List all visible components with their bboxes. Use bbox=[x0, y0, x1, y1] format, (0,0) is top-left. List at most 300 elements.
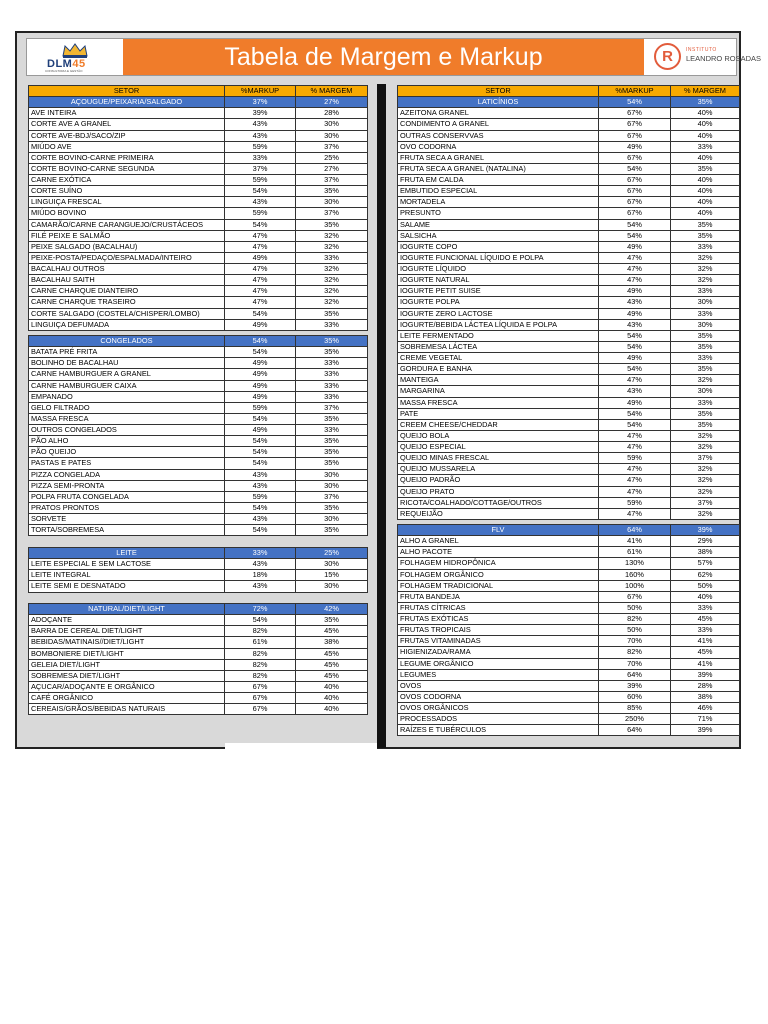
table-row bbox=[29, 525, 368, 536]
sector-header-row bbox=[29, 97, 368, 108]
item-name: IOGURTE POLPA bbox=[398, 297, 599, 308]
sector-name: LEITE bbox=[29, 548, 225, 559]
sector-markup: 54% bbox=[225, 336, 296, 347]
item-markup: 82% bbox=[599, 614, 671, 625]
item-margem: 45% bbox=[296, 626, 368, 637]
table-row bbox=[29, 704, 368, 715]
item-name: SORVETE bbox=[29, 514, 225, 525]
item-name: IOGURTE FUNCIONAL LÍQUIDO E POLPA bbox=[398, 252, 599, 263]
item-markup: 47% bbox=[599, 264, 671, 275]
item-margem: 38% bbox=[671, 547, 740, 558]
item-margem: 32% bbox=[296, 230, 368, 241]
sector-markup: 54% bbox=[599, 97, 671, 108]
item-name: EMPANADO bbox=[29, 391, 225, 402]
table-row bbox=[398, 186, 740, 197]
brand-tagline: CONSULTORIA E GESTÃO bbox=[45, 69, 83, 73]
item-markup: 37% bbox=[225, 163, 296, 174]
item-markup: 61% bbox=[225, 637, 296, 648]
item-margem: 35% bbox=[671, 230, 740, 241]
item-margem: 32% bbox=[296, 297, 368, 308]
item-name: MIÚDO AVE bbox=[29, 141, 225, 152]
sector-markup: 33% bbox=[225, 548, 296, 559]
item-markup: 67% bbox=[599, 108, 671, 119]
column-header-row bbox=[29, 86, 368, 97]
item-margem: 32% bbox=[671, 486, 740, 497]
table-row bbox=[29, 347, 368, 358]
table-row bbox=[29, 163, 368, 174]
item-name: BOMBONIERE DIET/LIGHT bbox=[29, 648, 225, 659]
table-row bbox=[398, 442, 740, 453]
table-row bbox=[29, 230, 368, 241]
item-markup: 67% bbox=[225, 693, 296, 704]
item-margem: 35% bbox=[296, 347, 368, 358]
item-name: IOGURTE PETIT SUISE bbox=[398, 286, 599, 297]
item-name: LEITE SEMI E DESNATADO bbox=[29, 581, 225, 592]
table-row bbox=[398, 397, 740, 408]
item-margem: 35% bbox=[296, 615, 368, 626]
item-name: FRUTAS EXÓTICAS bbox=[398, 614, 599, 625]
table-row bbox=[398, 208, 740, 219]
item-markup: 70% bbox=[599, 636, 671, 647]
item-markup: 67% bbox=[599, 208, 671, 219]
item-name: CARNE HAMBURGUER A GRANEL bbox=[29, 369, 225, 380]
item-margem: 30% bbox=[296, 514, 368, 525]
table-row bbox=[29, 130, 368, 141]
item-markup: 67% bbox=[599, 197, 671, 208]
table-row bbox=[398, 430, 740, 441]
table-row bbox=[398, 703, 740, 714]
item-margem: 30% bbox=[296, 581, 368, 592]
sector-name: AÇOUGUE/PEIXARIA/SALGADO bbox=[29, 97, 225, 108]
item-margem: 28% bbox=[671, 680, 740, 691]
setor-column-header: SETOR bbox=[29, 86, 225, 97]
table-row bbox=[29, 219, 368, 230]
item-name: AVE INTEIRA bbox=[29, 108, 225, 119]
table-row bbox=[398, 330, 740, 341]
item-name: OVOS CODORNA bbox=[398, 691, 599, 702]
item-name: RAÍZES E TUBÉRCULOS bbox=[398, 725, 599, 736]
setor-column-header: SETOR bbox=[398, 86, 599, 97]
table-row bbox=[29, 570, 368, 581]
table-row bbox=[398, 625, 740, 636]
item-name: CORTE SALGADO (COSTELA/CHISPER/LOMBO) bbox=[29, 308, 225, 319]
item-name: SALSICHA bbox=[398, 230, 599, 241]
table-row bbox=[29, 693, 368, 704]
item-name: CREEM CHEESE/CHEDDAR bbox=[398, 419, 599, 430]
item-markup: 47% bbox=[225, 230, 296, 241]
sector-markup: 72% bbox=[225, 604, 296, 615]
item-name: CREME VEGETAL bbox=[398, 353, 599, 364]
item-name: ALHO A GRANEL bbox=[398, 536, 599, 547]
item-name: RICOTA/COALHADO/COTTAGE/OUTROS bbox=[398, 497, 599, 508]
item-name: CARNE EXÓTICA bbox=[29, 175, 225, 186]
item-name: CARNE HAMBURGUER CAIXA bbox=[29, 380, 225, 391]
item-markup: 100% bbox=[599, 580, 671, 591]
table-row bbox=[398, 547, 740, 558]
item-name: IOGURTE/BEBIDA LÁCTEA LÍQUIDA E POLPA bbox=[398, 319, 599, 330]
item-name: PRATOS PRONTOS bbox=[29, 502, 225, 513]
item-margem: 40% bbox=[671, 197, 740, 208]
item-name: PRESUNTO bbox=[398, 208, 599, 219]
item-margem: 40% bbox=[671, 130, 740, 141]
table-row bbox=[398, 308, 740, 319]
item-margem: 33% bbox=[296, 425, 368, 436]
item-margem: 37% bbox=[296, 175, 368, 186]
item-name: QUEIJO MINAS FRESCAL bbox=[398, 453, 599, 464]
item-markup: 250% bbox=[599, 714, 671, 725]
sector-table bbox=[28, 335, 368, 536]
markup-column-header: %MARKUP bbox=[599, 86, 671, 97]
item-markup: 43% bbox=[225, 514, 296, 525]
table-row bbox=[398, 163, 740, 174]
item-name: CONDIMENTO A GRANEL bbox=[398, 119, 599, 130]
item-markup: 49% bbox=[225, 425, 296, 436]
item-name: LEITE INTEGRAL bbox=[29, 570, 225, 581]
item-markup: 43% bbox=[225, 130, 296, 141]
item-markup: 43% bbox=[225, 581, 296, 592]
item-name: MARGARINA bbox=[398, 386, 599, 397]
item-markup: 61% bbox=[599, 547, 671, 558]
item-margem: 37% bbox=[671, 453, 740, 464]
item-margem: 40% bbox=[296, 681, 368, 692]
table-row bbox=[398, 241, 740, 252]
item-name: PEIXE-POSTA/PEDAÇO/ESPALMADA/INTEIRO bbox=[29, 252, 225, 263]
item-margem: 35% bbox=[671, 364, 740, 375]
item-markup: 47% bbox=[225, 297, 296, 308]
crown-icon bbox=[61, 42, 89, 58]
item-margem: 15% bbox=[296, 570, 368, 581]
table-row bbox=[398, 536, 740, 547]
markup-column-header: %MARKUP bbox=[225, 86, 296, 97]
item-name: FRUTAS VITAMINADAS bbox=[398, 636, 599, 647]
item-margem: 32% bbox=[671, 275, 740, 286]
item-margem: 40% bbox=[671, 152, 740, 163]
item-name: FRUTAS TROPICAIS bbox=[398, 625, 599, 636]
item-markup: 59% bbox=[225, 402, 296, 413]
item-margem: 32% bbox=[671, 464, 740, 475]
item-markup: 59% bbox=[225, 141, 296, 152]
item-margem: 40% bbox=[296, 693, 368, 704]
item-name: ADOÇANTE bbox=[29, 615, 225, 626]
item-name: PROCESSADOS bbox=[398, 714, 599, 725]
item-name: SALAME bbox=[398, 219, 599, 230]
item-margem: 32% bbox=[671, 442, 740, 453]
item-margem: 25% bbox=[296, 152, 368, 163]
table-row bbox=[398, 636, 740, 647]
item-name: GORDURA E BANHA bbox=[398, 364, 599, 375]
item-markup: 82% bbox=[225, 648, 296, 659]
item-markup: 160% bbox=[599, 569, 671, 580]
item-margem: 37% bbox=[296, 491, 368, 502]
table-row bbox=[398, 691, 740, 702]
item-name: FOLHAGEM ORGÂNICO bbox=[398, 569, 599, 580]
item-markup: 49% bbox=[599, 397, 671, 408]
item-name: CARNE CHARQUE TRASEIRO bbox=[29, 297, 225, 308]
sector-name: CONGELADOS bbox=[29, 336, 225, 347]
item-markup: 43% bbox=[225, 197, 296, 208]
sector-markup: 64% bbox=[599, 525, 671, 536]
item-margem: 30% bbox=[296, 480, 368, 491]
item-markup: 59% bbox=[225, 491, 296, 502]
item-margem: 30% bbox=[296, 130, 368, 141]
item-name: IOGURTE ZERO LACTOSE bbox=[398, 308, 599, 319]
table-row bbox=[29, 264, 368, 275]
table-row bbox=[398, 219, 740, 230]
table-row bbox=[398, 108, 740, 119]
item-name: OUTROS CONGELADOS bbox=[29, 425, 225, 436]
item-name: MIÚDO BOVINO bbox=[29, 208, 225, 219]
sector-margem: 35% bbox=[296, 336, 368, 347]
item-margem: 45% bbox=[296, 670, 368, 681]
item-margem: 30% bbox=[296, 559, 368, 570]
table-row bbox=[398, 375, 740, 386]
item-markup: 54% bbox=[599, 341, 671, 352]
item-markup: 54% bbox=[599, 230, 671, 241]
item-markup: 54% bbox=[225, 458, 296, 469]
item-margem: 32% bbox=[671, 252, 740, 263]
item-markup: 67% bbox=[599, 175, 671, 186]
sector-name: LATICÍNIOS bbox=[398, 97, 599, 108]
item-margem: 40% bbox=[671, 119, 740, 130]
item-name: SOBREMESA LÁCTEA bbox=[398, 341, 599, 352]
table-row bbox=[29, 141, 368, 152]
item-margem: 57% bbox=[671, 558, 740, 569]
table-row bbox=[29, 197, 368, 208]
sector-margem: 25% bbox=[296, 548, 368, 559]
item-name: FILÉ PEIXE E SALMÃO bbox=[29, 230, 225, 241]
item-name: POLPA FRUTA CONGELADA bbox=[29, 491, 225, 502]
item-markup: 43% bbox=[599, 319, 671, 330]
item-name: QUEIJO BOLA bbox=[398, 430, 599, 441]
table-row bbox=[29, 119, 368, 130]
item-margem: 32% bbox=[296, 264, 368, 275]
r-monogram-icon: R bbox=[654, 43, 681, 70]
table-row bbox=[29, 319, 368, 330]
instituto-name: LEANDRO ROSADAS bbox=[686, 54, 762, 63]
item-markup: 64% bbox=[599, 725, 671, 736]
item-name: PIZZA CONGELADA bbox=[29, 469, 225, 480]
brand-name: DLM45 bbox=[47, 58, 86, 70]
item-markup: 67% bbox=[225, 704, 296, 715]
item-margem: 33% bbox=[296, 380, 368, 391]
item-margem: 30% bbox=[296, 119, 368, 130]
item-margem: 37% bbox=[296, 208, 368, 219]
item-name: FOLHAGEM HIDROPÔNICA bbox=[398, 558, 599, 569]
item-markup: 67% bbox=[225, 681, 296, 692]
item-markup: 60% bbox=[599, 691, 671, 702]
item-margem: 32% bbox=[296, 275, 368, 286]
table-row bbox=[29, 458, 368, 469]
table-row bbox=[398, 364, 740, 375]
item-markup: 50% bbox=[599, 602, 671, 613]
table-row bbox=[398, 252, 740, 263]
item-margem: 62% bbox=[671, 569, 740, 580]
item-margem: 40% bbox=[671, 108, 740, 119]
item-markup: 59% bbox=[599, 453, 671, 464]
sector-table bbox=[28, 603, 368, 715]
item-markup: 54% bbox=[225, 615, 296, 626]
item-markup: 43% bbox=[225, 469, 296, 480]
item-markup: 43% bbox=[225, 559, 296, 570]
item-markup: 82% bbox=[225, 659, 296, 670]
item-name: OVO CODORNA bbox=[398, 141, 599, 152]
table-row bbox=[29, 615, 368, 626]
table-row bbox=[29, 186, 368, 197]
item-margem: 33% bbox=[671, 397, 740, 408]
sector-header-row bbox=[29, 548, 368, 559]
table-row bbox=[29, 369, 368, 380]
table-row bbox=[29, 252, 368, 263]
item-margem: 32% bbox=[671, 475, 740, 486]
item-margem: 30% bbox=[671, 319, 740, 330]
item-name: MANTEIGA bbox=[398, 375, 599, 386]
sector-margem: 35% bbox=[671, 97, 740, 108]
item-name: BACALHAU SAITH bbox=[29, 275, 225, 286]
item-markup: 54% bbox=[225, 347, 296, 358]
table-row bbox=[398, 580, 740, 591]
table-row bbox=[29, 447, 368, 458]
table-row bbox=[29, 391, 368, 402]
item-margem: 35% bbox=[296, 502, 368, 513]
table-row bbox=[398, 602, 740, 613]
item-name: LEGUMES bbox=[398, 669, 599, 680]
item-markup: 54% bbox=[225, 413, 296, 424]
item-markup: 54% bbox=[225, 447, 296, 458]
item-margem: 45% bbox=[296, 648, 368, 659]
item-markup: 49% bbox=[225, 369, 296, 380]
table-row bbox=[398, 475, 740, 486]
item-markup: 59% bbox=[599, 497, 671, 508]
item-margem: 40% bbox=[671, 208, 740, 219]
item-margem: 35% bbox=[296, 447, 368, 458]
item-markup: 18% bbox=[225, 570, 296, 581]
table-row bbox=[29, 559, 368, 570]
item-name: MORTADELA bbox=[398, 197, 599, 208]
table-row bbox=[29, 152, 368, 163]
item-margem: 35% bbox=[296, 219, 368, 230]
table-row bbox=[398, 508, 740, 519]
item-markup: 49% bbox=[599, 141, 671, 152]
item-margem: 33% bbox=[671, 241, 740, 252]
item-name: CORTE BOVINO-CARNE PRIMEIRA bbox=[29, 152, 225, 163]
table-row bbox=[398, 714, 740, 725]
item-name: SOBREMESA DIET/LIGHT bbox=[29, 670, 225, 681]
item-margem: 33% bbox=[296, 391, 368, 402]
item-name: PÃO QUEIJO bbox=[29, 447, 225, 458]
item-markup: 64% bbox=[599, 669, 671, 680]
item-name: BOLINHO DE BACALHAU bbox=[29, 358, 225, 369]
sector-table bbox=[397, 85, 740, 520]
table-row bbox=[398, 669, 740, 680]
item-name: GELO FILTRADO bbox=[29, 402, 225, 413]
item-margem: 37% bbox=[296, 402, 368, 413]
item-margem: 39% bbox=[671, 725, 740, 736]
item-margem: 27% bbox=[296, 163, 368, 174]
table-row bbox=[29, 241, 368, 252]
sector-header-row bbox=[398, 525, 740, 536]
column-divider bbox=[377, 84, 386, 748]
page-header bbox=[26, 38, 762, 76]
item-markup: 49% bbox=[225, 252, 296, 263]
item-markup: 49% bbox=[225, 380, 296, 391]
item-markup: 54% bbox=[225, 502, 296, 513]
table-row bbox=[398, 286, 740, 297]
table-row bbox=[398, 647, 740, 658]
item-name: TORTA/SOBREMESA bbox=[29, 525, 225, 536]
table-row bbox=[29, 681, 368, 692]
table-row bbox=[398, 658, 740, 669]
item-name: QUEIJO PRATO bbox=[398, 486, 599, 497]
item-margem: 33% bbox=[671, 602, 740, 613]
item-name: IOGURTE COPO bbox=[398, 241, 599, 252]
table-row bbox=[29, 358, 368, 369]
item-margem: 37% bbox=[671, 497, 740, 508]
item-margem: 38% bbox=[671, 691, 740, 702]
item-name: QUEIJO MUSSARELA bbox=[398, 464, 599, 475]
item-markup: 54% bbox=[599, 219, 671, 230]
item-markup: 49% bbox=[599, 286, 671, 297]
item-margem: 35% bbox=[296, 186, 368, 197]
table-row bbox=[29, 286, 368, 297]
item-margem: 32% bbox=[296, 286, 368, 297]
item-markup: 47% bbox=[225, 275, 296, 286]
table-row bbox=[398, 725, 740, 736]
item-markup: 54% bbox=[599, 408, 671, 419]
item-markup: 47% bbox=[599, 375, 671, 386]
sector-margem: 27% bbox=[296, 97, 368, 108]
sector-table bbox=[397, 524, 740, 736]
item-markup: 54% bbox=[225, 186, 296, 197]
item-margem: 30% bbox=[296, 469, 368, 480]
sector-margem: 39% bbox=[671, 525, 740, 536]
table-row bbox=[29, 581, 368, 592]
table-row bbox=[398, 408, 740, 419]
item-markup: 49% bbox=[599, 353, 671, 364]
item-markup: 54% bbox=[599, 163, 671, 174]
item-margem: 33% bbox=[671, 141, 740, 152]
item-margem: 40% bbox=[671, 175, 740, 186]
item-name: BARRA DE CEREAL DIET/LIGHT bbox=[29, 626, 225, 637]
item-name: IOGURTE NATURAL bbox=[398, 275, 599, 286]
item-margem: 35% bbox=[671, 330, 740, 341]
table-row bbox=[29, 297, 368, 308]
item-margem: 35% bbox=[671, 163, 740, 174]
item-name: FOLHAGEM TRADICIONAL bbox=[398, 580, 599, 591]
item-margem: 33% bbox=[296, 319, 368, 330]
table-row bbox=[398, 591, 740, 602]
item-name: BATATA PRÉ FRITA bbox=[29, 347, 225, 358]
item-name: CORTE SUÍNO bbox=[29, 186, 225, 197]
table-row bbox=[398, 464, 740, 475]
table-row bbox=[398, 197, 740, 208]
table-row bbox=[398, 386, 740, 397]
item-name: PATE bbox=[398, 408, 599, 419]
table-row bbox=[29, 436, 368, 447]
item-name: PEIXE SALGADO (BACALHAU) bbox=[29, 241, 225, 252]
table-row bbox=[29, 413, 368, 424]
item-name: PASTAS E PATES bbox=[29, 458, 225, 469]
item-markup: 54% bbox=[225, 219, 296, 230]
sector-header-row bbox=[29, 336, 368, 347]
table-row bbox=[398, 230, 740, 241]
table-row bbox=[29, 626, 368, 637]
item-markup: 43% bbox=[225, 480, 296, 491]
item-markup: 43% bbox=[225, 119, 296, 130]
table-row bbox=[398, 319, 740, 330]
item-markup: 67% bbox=[599, 186, 671, 197]
table-row bbox=[29, 670, 368, 681]
table-row bbox=[29, 491, 368, 502]
